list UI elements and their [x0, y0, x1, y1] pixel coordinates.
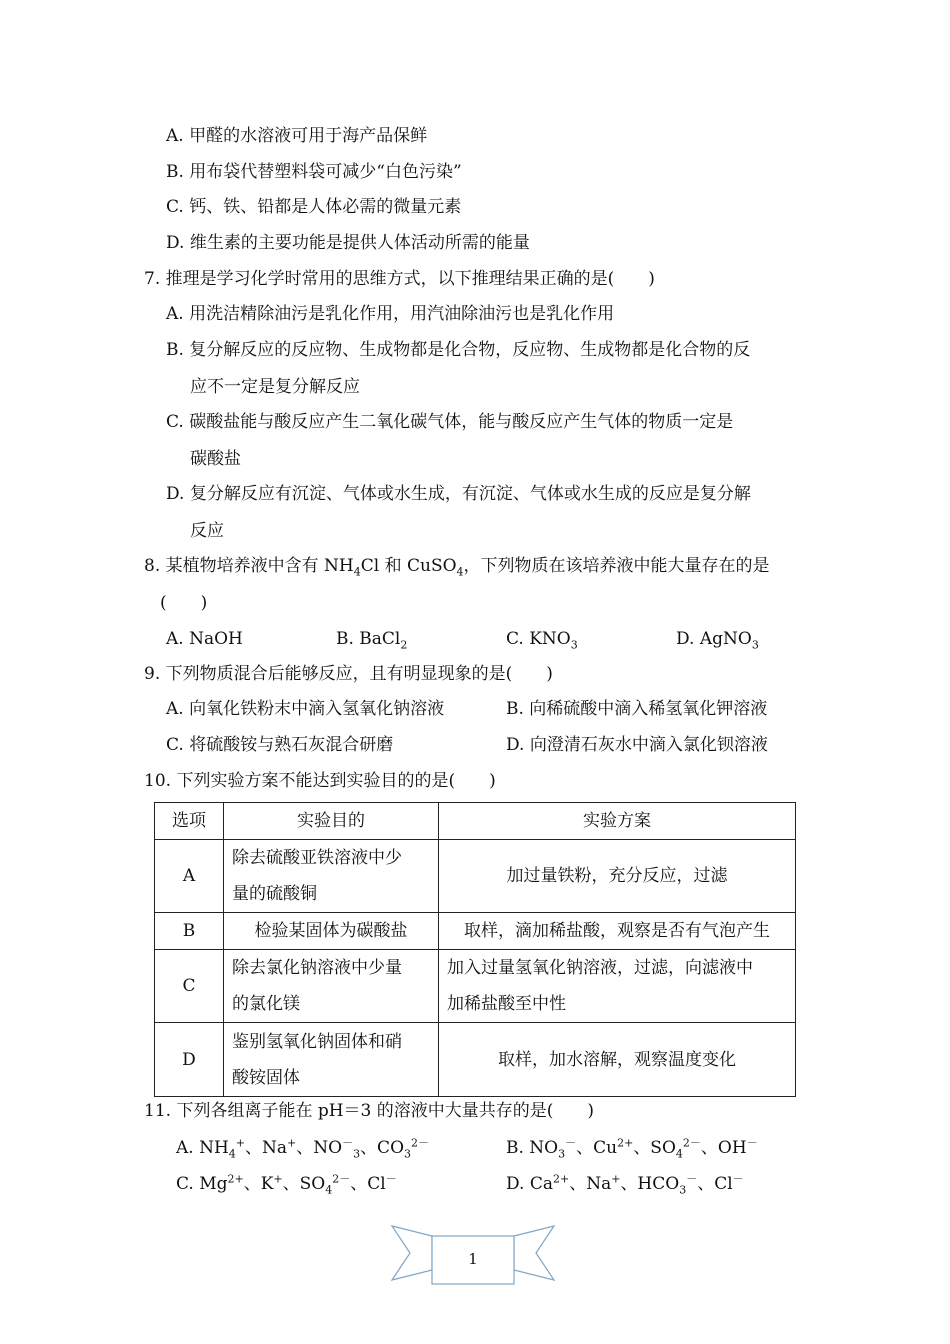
q7-option-a: A. 用洗洁精除油污是乳化作用，用汽油除油污也是乳化作用 [166, 304, 615, 324]
table-header-row [155, 803, 796, 840]
row-goal: 检验某固体为碳酸盐 [224, 913, 439, 950]
ribbon-left-tail [392, 1226, 432, 1280]
row-goal: 除去氯化钠溶液中少量 的氯化镁 [224, 950, 439, 1023]
q7-option-b-line2: 应不一定是复分解反应 [190, 377, 360, 397]
table-row [155, 950, 796, 1023]
row-plan: 取样，滴加稀盐酸，观察是否有气泡产生 [439, 913, 796, 950]
table-row [155, 840, 796, 913]
row-option: B [155, 913, 224, 950]
q9-option-a: A. 向氧化铁粉末中滴入氢氧化钠溶液 [166, 699, 445, 719]
q11-options-row1 [0, 1136, 950, 1160]
q7-option-d-line1: D. 复分解反应有沉淀、气体或水生成，有沉淀、气体或水生成的反应是复分解 [166, 484, 751, 504]
q11-option-c: C. $Mg^{2+}$、K+、$SO_4^{2-}$、Cl－ [176, 1172, 397, 1197]
q7-option-c-line2: 碳酸盐 [190, 449, 241, 469]
q8-option-d: D. AgNO$_3$ [676, 629, 759, 652]
q11-option-b: B. $NO_3^-$、$Cu^{2+}$、$SO_4^{2-}$、OH－ [506, 1136, 758, 1161]
row-plan: 取样，加水溶解，观察温度变化 [439, 1023, 796, 1097]
q7-stem: 7. 推理是学习化学时常用的思维方式，以下推理结果正确的是( ) [144, 269, 655, 289]
q7-option-c-line1: C. 碳酸盐能与酸反应产生二氧化碳气体，能与酸反应产生气体的物质一定是 [166, 412, 734, 432]
q8-stem: 8. 某植物培养液中含有 $NH_4Cl$ 和 CuSO$_4$，下列物质在该培养液中能大量存在的是 [144, 556, 770, 579]
row-option: A [155, 840, 224, 913]
ribbon-right-tail [514, 1226, 554, 1280]
q6-option-c: C. 钙、铁、铅都是人体必需的微量元素 [166, 197, 462, 217]
q10-stem: 10. 下列实验方案不能达到实验目的的是( ) [144, 771, 496, 791]
experiment-table [154, 802, 796, 1097]
table-row [155, 1023, 796, 1097]
header-plan: 实验方案 [439, 803, 796, 840]
q8-options [0, 627, 950, 651]
q8-option-c: C. $KNO_3$ [506, 629, 578, 652]
row-plan: 加入过量氢氧化钠溶液，过滤，向滤液中 加稀盐酸至中性 [439, 950, 796, 1023]
q11-option-d: D. $Ca^{2+}$、Na+、$HCO_3^-$、Cl－ [506, 1172, 744, 1197]
q9-stem: 9. 下列物质混合后能够反应，且有明显现象的是( ) [144, 664, 553, 684]
q8-option-b: B. BaCl$_2$ [336, 629, 408, 652]
q9-option-b: B. 向稀硫酸中滴入稀氢氧化钾溶液 [506, 699, 768, 719]
header-option: 选项 [155, 803, 224, 840]
row-plan: 加过量铁粉，充分反应，过滤 [439, 840, 796, 913]
q9-option-d: D. 向澄清石灰水中滴入氯化钡溶液 [506, 735, 768, 755]
q11-options-row2 [0, 1172, 950, 1196]
row-option: D [155, 1023, 224, 1097]
q9-option-c: C. 将硫酸铵与熟石灰混合研磨 [166, 735, 394, 755]
table-row [155, 913, 796, 950]
header-goal: 实验目的 [224, 803, 439, 840]
q11-option-a: A. $NH_4^+$、Na+、$NO^-_3$、$CO_3^{2-}$ [176, 1136, 430, 1161]
q9-options-row1 [0, 697, 950, 721]
row-option: C [155, 950, 224, 1023]
page-number: 1 [468, 1250, 478, 1268]
q8-answer-paren: ( ) [160, 593, 208, 613]
q7-option-b-line1: B. 复分解反应的反应物、生成物都是化合物，反应物、生成物都是化合物的反 [166, 340, 751, 360]
q6-option-b: B. 用布袋代替塑料袋可减少“白色污染” [166, 162, 462, 182]
row-goal: 除去硫酸亚铁溶液中少 量的硫酸铜 [224, 840, 439, 913]
q8-option-a: A. NaOH [166, 629, 243, 649]
q11-stem: 11. 下列各组离子能在 pH＝3 的溶液中大量共存的是( ) [144, 1101, 595, 1121]
q7-option-d-line2: 反应 [190, 521, 224, 541]
q9-options-row2 [0, 733, 950, 757]
q6-option-d: D. 维生素的主要功能是提供人体活动所需的能量 [166, 233, 530, 253]
q6-option-a: A. 甲醛的水溶液可用于海产品保鲜 [166, 126, 428, 146]
row-goal: 鉴别氢氧化钠固体和硝 酸铵固体 [224, 1023, 439, 1097]
